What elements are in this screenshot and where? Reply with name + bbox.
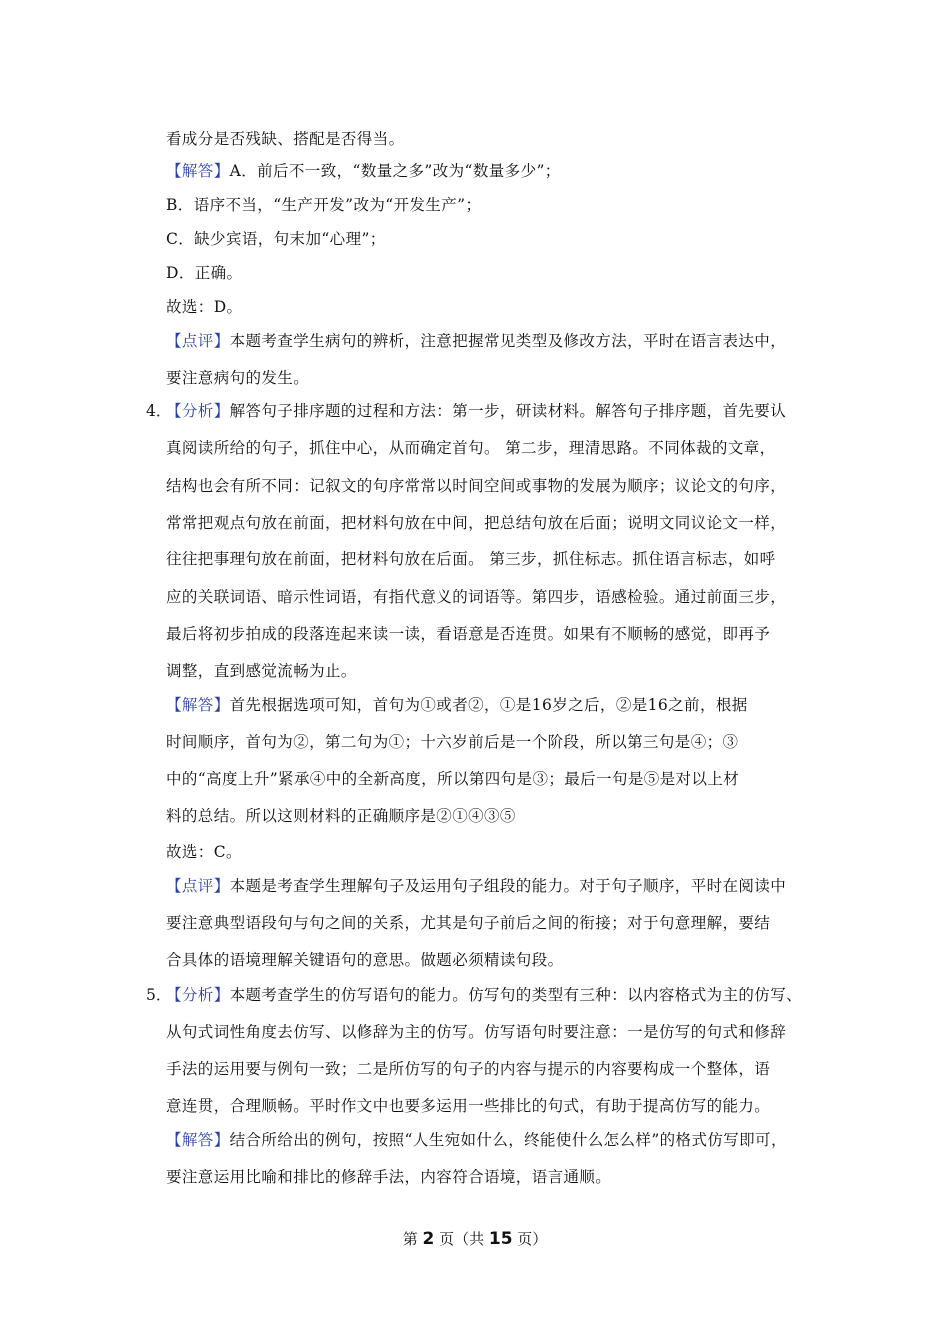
text-line: 【解答】A．前后不一致，“数量之多”改为“数量多少”； bbox=[166, 162, 561, 180]
text-line: 结构也会有所不同：记叙文的句序常常以时间空间或事物的发展为顺序；议论文的句序， bbox=[166, 477, 787, 495]
text-line: B．语序不当，“生产开发”改为“开发生产”； bbox=[166, 196, 482, 214]
text-line: 从句式词性角度去仿写、以修辞为主的仿写。仿写语句时要注意：一是仿写的句式和修辞 bbox=[166, 1023, 787, 1041]
text-line: 【分析】解答句子排序题的过程和方法：第一步，研读材料。解答句子排序题，首先要认 bbox=[166, 402, 787, 420]
text-line: 意连贯，合理顺畅。平时作文中也要多运用一些排比的句式，有助于提高仿写的能力。 bbox=[166, 1097, 771, 1115]
text-line: 【点评】本题考查学生病句的辨析，注意把握常见类型及修改方法，平时在语言表达中， bbox=[166, 332, 787, 350]
text-line: 合具体的语境理解关键语句的意思。做题必须精读句段。 bbox=[166, 951, 564, 969]
text-line: 【解答】首先根据选项可知，首句为①或者②，①是16岁之后，②是16之前，根据 bbox=[166, 696, 748, 714]
text-line: D．正确。 bbox=[166, 264, 243, 282]
section-tag: 【解答】 bbox=[166, 162, 230, 180]
text-line: 真阅读所给的句子，抓住中心，从而确定首句。 第二步，理清思路。不同体裁的文章， bbox=[166, 439, 776, 457]
text-line: C．缺少宾语，句末加“心理”； bbox=[166, 230, 386, 248]
text-line: 料的总结。所以这则材料的正确顺序是②①④③⑤ bbox=[166, 807, 516, 825]
text-line: 【分析】本题考查学生的仿写语句的能力。仿写句的类型有三种：以内容格式为主的仿写、 bbox=[166, 986, 803, 1004]
text-line: 要注意病句的发生。 bbox=[166, 369, 310, 387]
total-page-count: 15 bbox=[488, 1229, 513, 1249]
text-line: 时间顺序，首句为②，第二句为①；十六岁前后是一个阶段，所以第三句是④；③ bbox=[166, 733, 739, 751]
section-tag: 【点评】 bbox=[166, 332, 230, 350]
section-tag: 【解答】 bbox=[166, 696, 230, 714]
text-line: 中的“高度上升”紧承④中的全新高度，所以第四句是③；最后一句是⑤是对以上材 bbox=[166, 770, 740, 788]
text-line: 看成分是否残缺、搭配是否得当。 bbox=[166, 130, 405, 148]
text-line: 故选：C。 bbox=[166, 843, 242, 861]
text-line: 调整，直到感觉流畅为止。 bbox=[166, 662, 357, 680]
section-tag: 【点评】 bbox=[166, 877, 230, 895]
section-tag: 【分析】 bbox=[166, 402, 230, 420]
question-number: 5． bbox=[146, 986, 172, 1004]
text-line: 故选：D。 bbox=[166, 298, 243, 316]
text-line: 常常把观点句放在前面，把材料句放在中间，把总结句放在后面；说明文同议论文一样， bbox=[166, 514, 787, 532]
section-tag: 【分析】 bbox=[166, 986, 230, 1004]
text-line: 要注意运用比喻和排比的修辞手法，内容符合语境，语言通顺。 bbox=[166, 1168, 612, 1186]
text-line: 【解答】结合所给出的例句，按照“人生宛如什么，终能使什么怎么样”的格式仿写即可， bbox=[166, 1131, 787, 1149]
text-line: 最后将初步拍成的段落连起来读一读，看语意是否连贯。如果有不顺畅的感觉，即再予 bbox=[166, 625, 771, 643]
current-page-number: 2 bbox=[422, 1229, 435, 1249]
text-line: 往往把事理句放在前面，把材料句放在后面。 第三步，抓住标志。抓住语言标志，如呼 bbox=[166, 550, 776, 568]
page-footer: 第 2 页（共 15 页） bbox=[402, 1229, 548, 1249]
section-tag: 【解答】 bbox=[166, 1131, 230, 1149]
text-line: 【点评】本题是考查学生理解句子及运用句子组段的能力。对于句子顺序，平时在阅读中 bbox=[166, 877, 787, 895]
question-number: 4． bbox=[146, 402, 172, 420]
text-line: 要注意典型语段句与句之间的关系，尤其是句子前后之间的衔接；对于句意理解，要结 bbox=[166, 914, 771, 932]
text-line: 应的关联词语、暗示性词语，有指代意义的词语等。第四步，语感检验。通过前面三步， bbox=[166, 588, 787, 606]
text-line: 手法的运用要与例句一致；二是所仿写的句子的内容与提示的内容要构成一个整体，语 bbox=[166, 1060, 771, 1078]
